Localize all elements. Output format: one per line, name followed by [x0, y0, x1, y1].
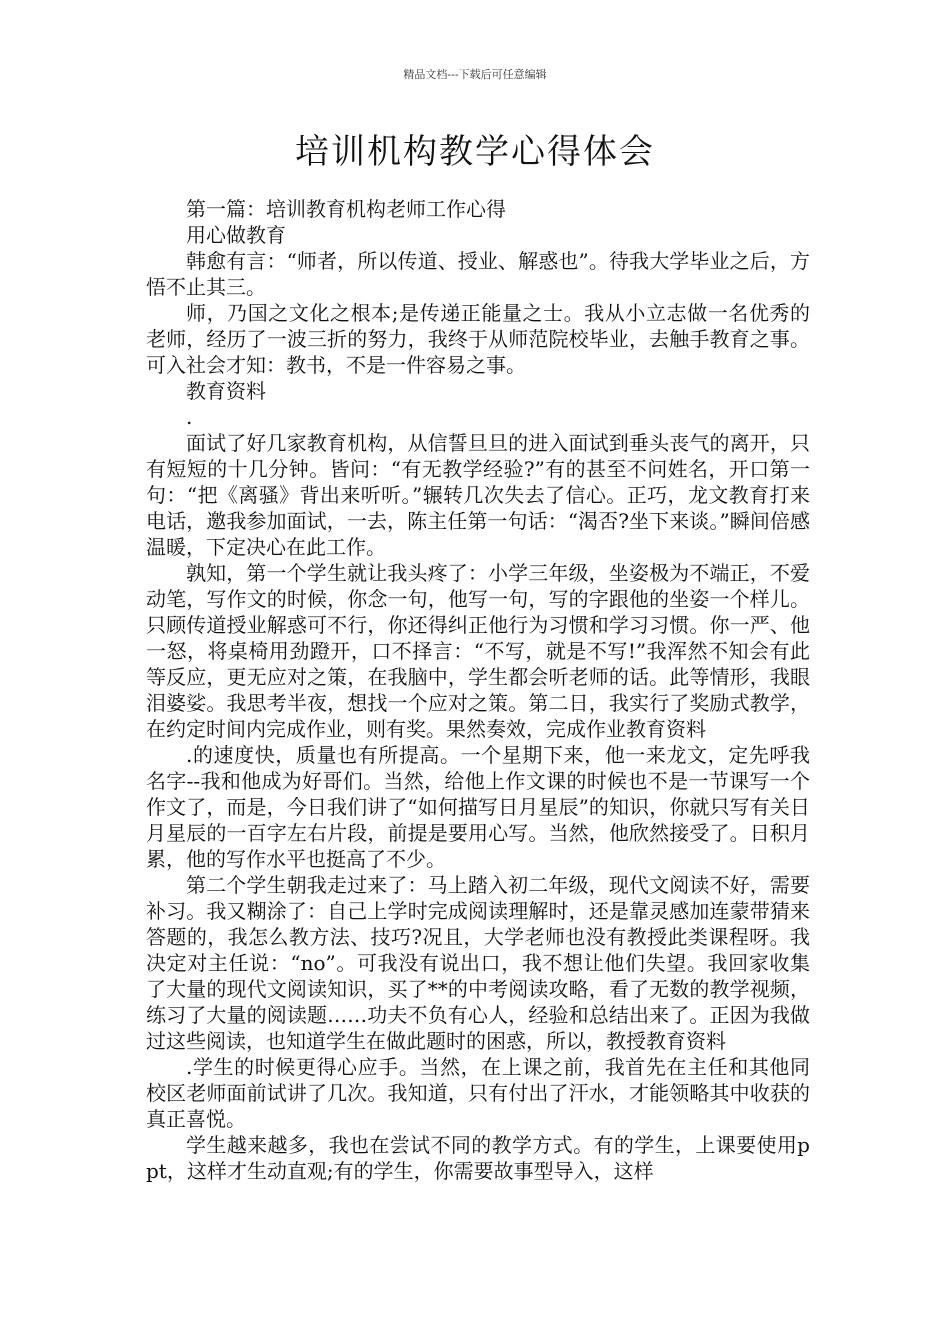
paragraph: 韩愈有言：“师者，所以传道、授业、解惑也”。待我大学毕业之后，方悟不止其三。 [146, 249, 810, 299]
paragraph: 用心做教育 [186, 223, 286, 247]
paragraph: 面试了好几家教育机构，从信誓旦旦的进入面试到垂头丧气的离开，只有短短的十几分钟。皆问：“有无教学经验?”有的甚至不问姓名，开口第一句：“把《离骚》背出来听听。”辗转几次失去了信心。正巧，龙文教育打来电话，邀我参加面试，一去，陈主任第一句话：“渴否?坐下来谈。”瞬间倍感温暖，下定决心在此工作。 [146, 431, 810, 559]
paragraph: 教育资料 [186, 379, 266, 403]
header-note: 精品文档---下载后可任意编辑 [403, 68, 547, 81]
paragraph: . [186, 405, 193, 429]
paragraph: .的速度快，质量也有所提高。一个星期下来，他一来龙文，定先呼我名字--我和他成为好哥们。当然，给他上作文课的时候也不是一节课写一个作文了，而是，今日我们讲了“如何描写日月星辰”的知识，你就只写有关日月星辰的一百字左右片段，前提是要用心写。当然，他欣然接受了。日积月累，他的写作水平也挺高了不少。 [146, 743, 810, 871]
paragraph: .学生的时候更得心应手。当然，在上课之前，我首先在主任和其他同校区老师面前试讲了几次。我知道，只有付出了汗水，才能领略其中收获的真正喜悦。 [146, 1055, 810, 1131]
paragraph: 学生越来越多，我也在尝试不同的教学方式。有的学生，上课要使用ppt，这样才生动直观;有的学生，你需要故事型导入，这样 [146, 1133, 810, 1183]
document-body [146, 196, 810, 1184]
paragraph: 孰知，第一个学生就让我头疼了：小学三年级，坐姿极为不端正，不爱动笔，写作文的时候，你念一句，他写一句，写的字跟他的坐姿一个样儿。只顾传道授业解惑可不行，你还得纠正他行为习惯和学习习惯。你一严、他一怒，将桌椅用劲蹬开，口不择言：“不写，就是不写!”我浑然不知会有此等反应，更无应对之策，在我脑中，学生都会听老师的话。此等情形，我眼泪婆娑。我思考半夜，想找一个应对之策。第二日，我实行了奖励式教学，在约定时间内完成作业，则有奖。果然奏效，完成作业教育资料 [146, 561, 810, 741]
paragraph: 第一篇：培训教育机构老师工作心得 [186, 197, 506, 221]
paragraph: 师，乃国之文化之根本;是传递正能量之士。我从小立志做一名优秀的老师，经历了一波三折的努力，我终于从师范院校毕业，去触手教育之事。可入社会才知：教书，不是一件容易之事。 [146, 301, 810, 377]
paragraph: 第二个学生朝我走过来了：马上踏入初二年级，现代文阅读不好，需要补习。我又糊涂了：自己上学时完成阅读理解时，还是靠灵感加连蒙带猜来答题的，我怎么教方法、技巧?况且，大学老师也没有教授此类课程呀。我决定对主任说：“no”。可我没有说出口，我不想让他们失望。我回家收集了大量的现代文阅读知识，买了**的中考阅读攻略，看了无数的教学视频，练习了大量的阅读题……功夫不负有心人，经验和总结出来了。正因为我做过这些阅读，也知道学生在做此题时的困惑，所以，教授教育资料 [146, 873, 810, 1053]
document-title: 培训机构教学心得体会 [295, 132, 655, 172]
